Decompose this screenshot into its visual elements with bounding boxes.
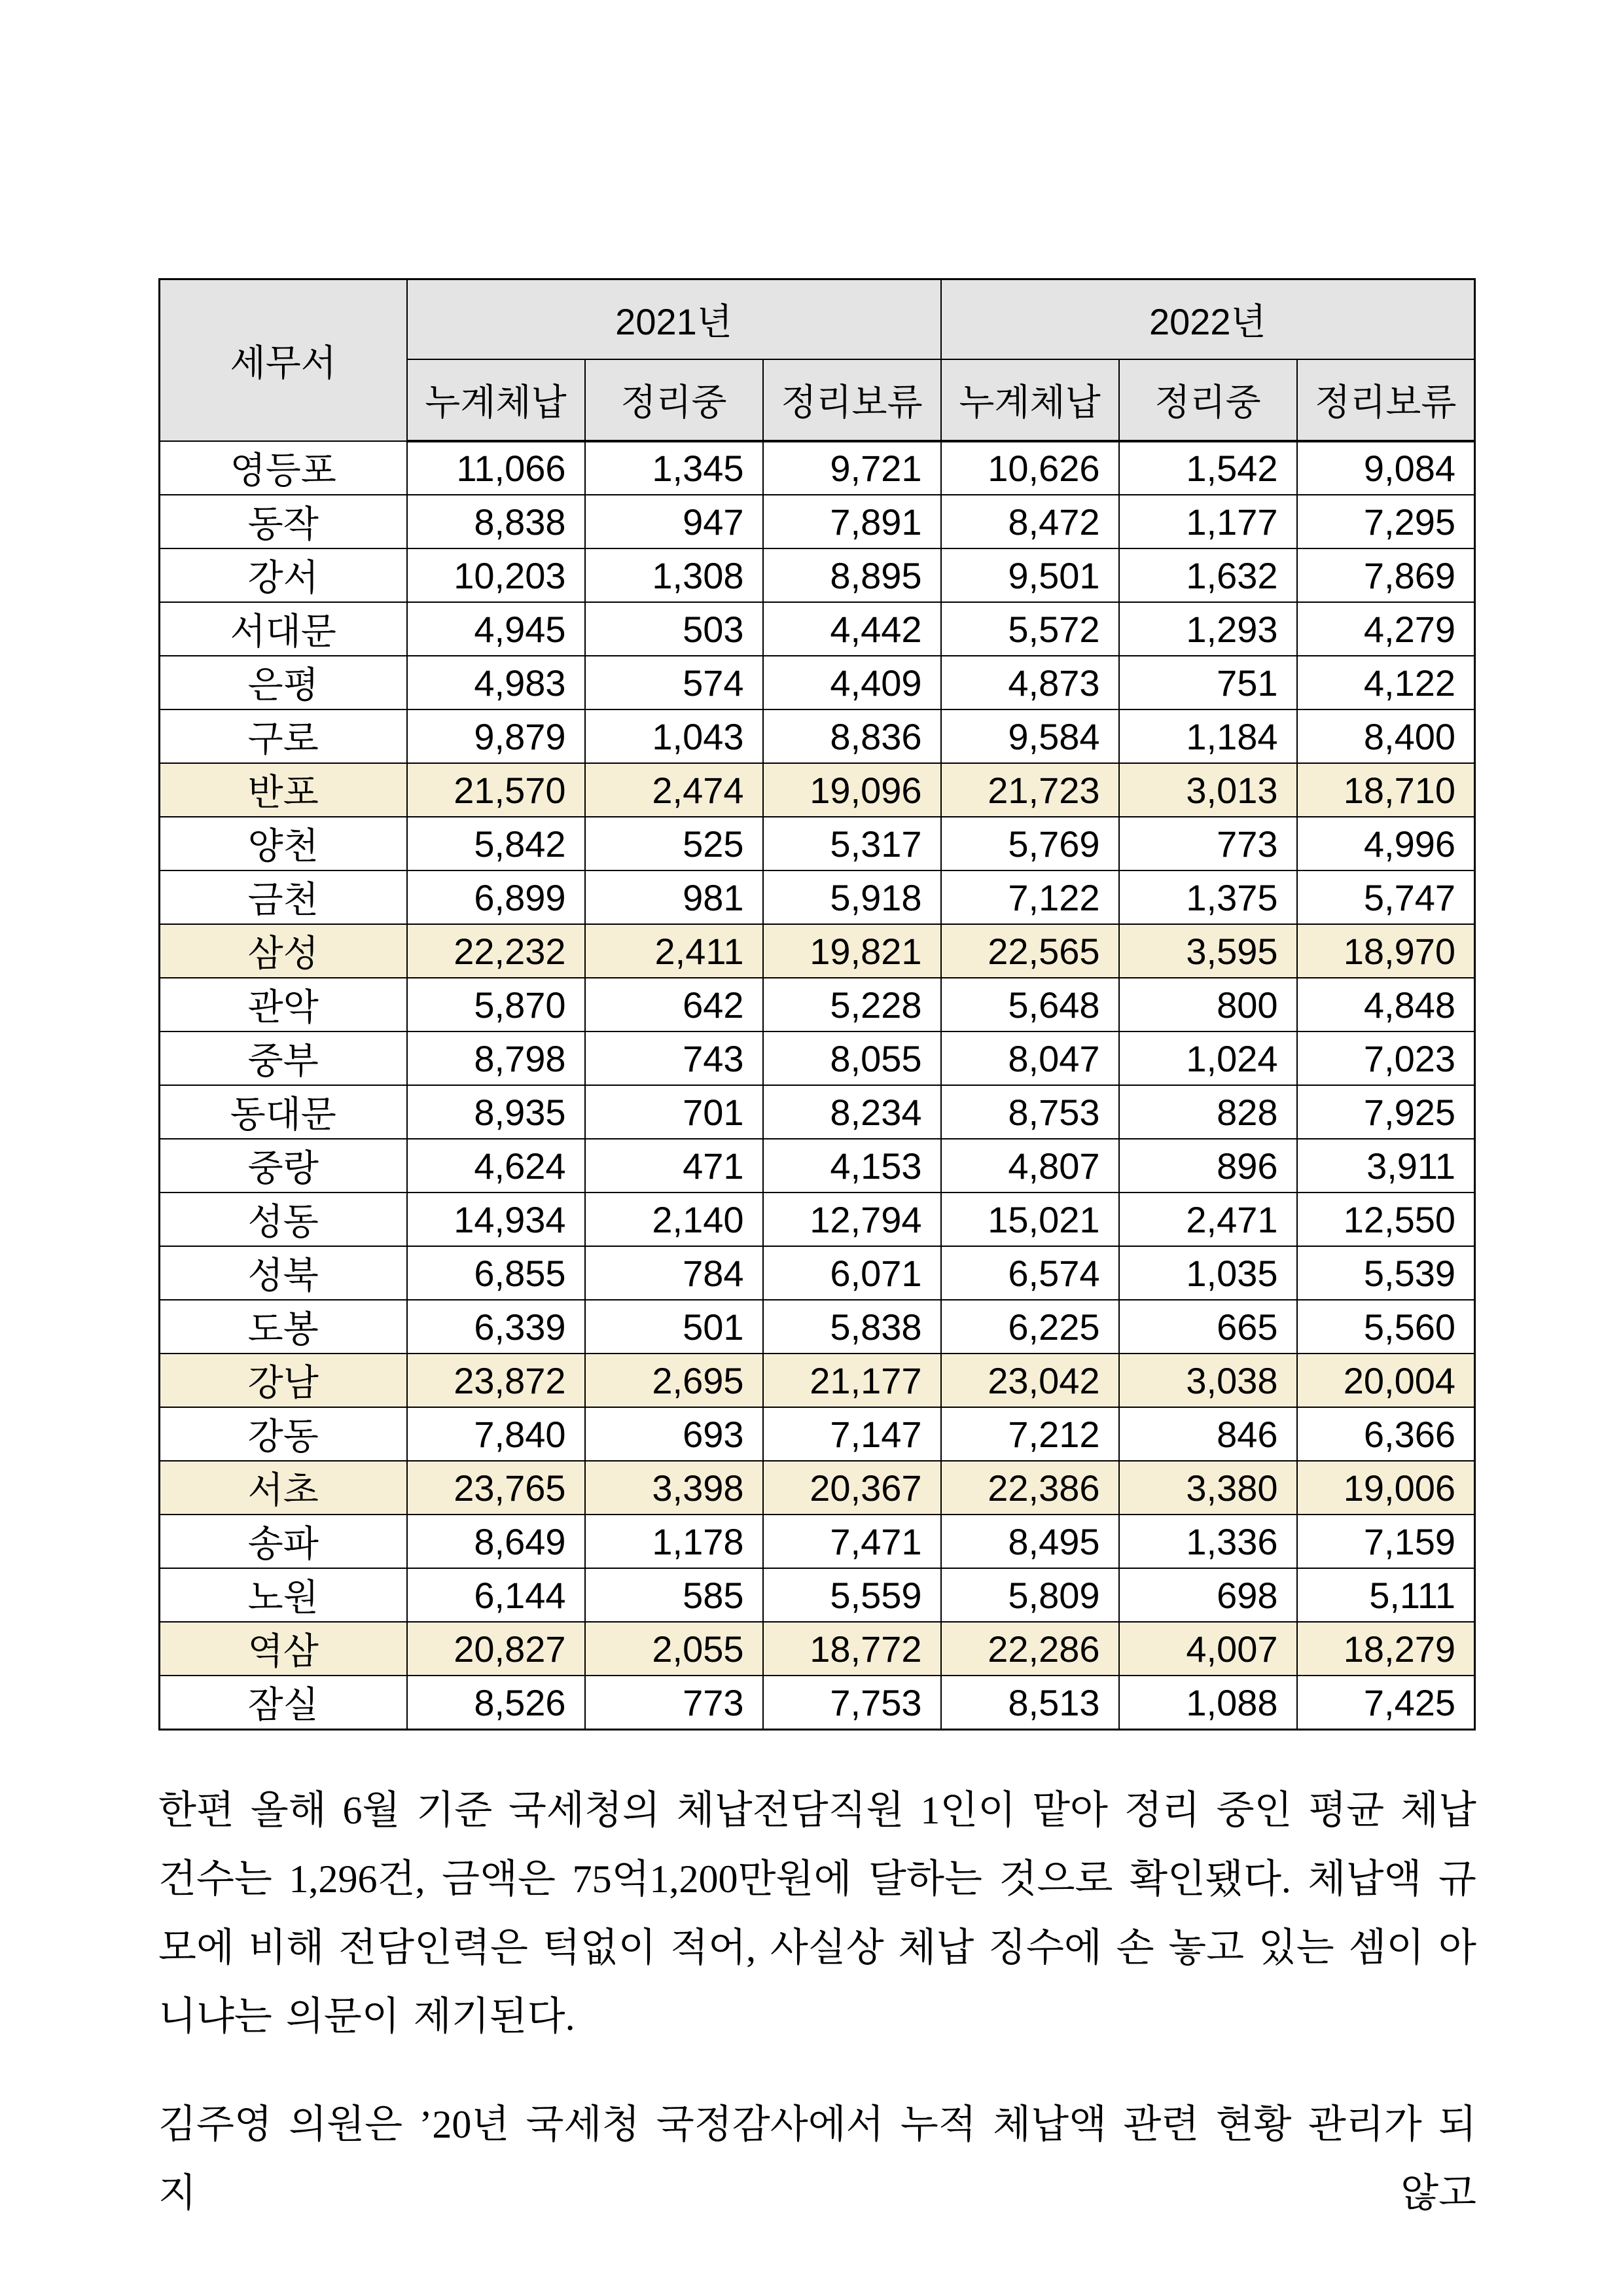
office-cell: 서초 bbox=[160, 1461, 407, 1515]
value-cell: 7,295 bbox=[1297, 495, 1475, 548]
col-header-cumulative-2022: 누계체납 bbox=[941, 359, 1119, 441]
office-cell: 강동 bbox=[160, 1407, 407, 1461]
value-cell: 800 bbox=[1119, 978, 1297, 1031]
value-cell: 8,513 bbox=[941, 1676, 1119, 1730]
value-cell: 14,934 bbox=[407, 1193, 585, 1246]
table-row bbox=[160, 1193, 1475, 1246]
value-cell: 22,386 bbox=[941, 1461, 1119, 1515]
value-cell: 751 bbox=[1119, 656, 1297, 709]
office-cell: 잠실 bbox=[160, 1676, 407, 1730]
table-row bbox=[160, 495, 1475, 548]
value-cell: 6,339 bbox=[407, 1300, 585, 1354]
value-cell: 20,367 bbox=[763, 1461, 941, 1515]
value-cell: 5,317 bbox=[763, 817, 941, 870]
value-cell: 18,710 bbox=[1297, 763, 1475, 817]
value-cell: 773 bbox=[1119, 817, 1297, 870]
body-paragraph-average-caseload: 한편 올해 6월 기준 국세청의 체납전담직원 1인이 맡아 정리 중인 평균 체납건수는 1,296건, 금액은 75억1,200만원에 달하는 것으로 확인됐다. 체납액 규모에 비해 전담인력은 턱없이 적어, 사실상 체납 징수에 손 놓고 있는 셈이 아니냐는 의문이 제기된다. bbox=[158, 1789, 1476, 2038]
value-cell: 1,178 bbox=[585, 1515, 763, 1568]
table-row bbox=[160, 441, 1475, 495]
value-cell: 18,970 bbox=[1297, 924, 1475, 978]
value-cell: 7,471 bbox=[763, 1515, 941, 1568]
value-cell: 7,891 bbox=[763, 495, 941, 548]
value-cell: 5,228 bbox=[763, 978, 941, 1031]
value-cell: 3,013 bbox=[1119, 763, 1297, 817]
value-cell: 8,753 bbox=[941, 1085, 1119, 1139]
value-cell: 5,870 bbox=[407, 978, 585, 1031]
office-cell: 반포 bbox=[160, 763, 407, 817]
office-cell: 관악 bbox=[160, 978, 407, 1031]
value-cell: 11,066 bbox=[407, 441, 585, 495]
value-cell: 693 bbox=[585, 1407, 763, 1461]
value-cell: 3,911 bbox=[1297, 1139, 1475, 1193]
value-cell: 5,559 bbox=[763, 1568, 941, 1622]
table-row bbox=[160, 1354, 1475, 1407]
value-cell: 6,855 bbox=[407, 1246, 585, 1300]
office-cell: 동작 bbox=[160, 495, 407, 548]
value-cell: 4,409 bbox=[763, 656, 941, 709]
value-cell: 9,721 bbox=[763, 441, 941, 495]
value-cell: 18,279 bbox=[1297, 1622, 1475, 1676]
value-cell: 8,895 bbox=[763, 548, 941, 602]
value-cell: 12,550 bbox=[1297, 1193, 1475, 1246]
value-cell: 8,055 bbox=[763, 1031, 941, 1085]
value-cell: 981 bbox=[585, 870, 763, 924]
office-cell: 성동 bbox=[160, 1193, 407, 1246]
value-cell: 7,425 bbox=[1297, 1676, 1475, 1730]
value-cell: 8,649 bbox=[407, 1515, 585, 1568]
value-cell: 5,769 bbox=[941, 817, 1119, 870]
value-cell: 8,472 bbox=[941, 495, 1119, 548]
value-cell: 1,024 bbox=[1119, 1031, 1297, 1085]
value-cell: 8,234 bbox=[763, 1085, 941, 1139]
col-header-inprogress-2022: 정리중 bbox=[1119, 359, 1297, 441]
value-cell: 6,574 bbox=[941, 1246, 1119, 1300]
value-cell: 1,293 bbox=[1119, 602, 1297, 656]
value-cell: 23,765 bbox=[407, 1461, 585, 1515]
office-cell: 중랑 bbox=[160, 1139, 407, 1193]
office-cell: 도봉 bbox=[160, 1300, 407, 1354]
table-row bbox=[160, 817, 1475, 870]
table-row bbox=[160, 978, 1475, 1031]
value-cell: 4,945 bbox=[407, 602, 585, 656]
office-cell: 구로 bbox=[160, 709, 407, 763]
value-cell: 1,043 bbox=[585, 709, 763, 763]
value-cell: 525 bbox=[585, 817, 763, 870]
office-cell: 강서 bbox=[160, 548, 407, 602]
value-cell: 19,821 bbox=[763, 924, 941, 978]
value-cell: 4,153 bbox=[763, 1139, 941, 1193]
value-cell: 743 bbox=[585, 1031, 763, 1085]
value-cell: 773 bbox=[585, 1676, 763, 1730]
value-cell: 503 bbox=[585, 602, 763, 656]
table-row bbox=[160, 709, 1475, 763]
tax-delinquency-table bbox=[158, 278, 1476, 1731]
value-cell: 8,836 bbox=[763, 709, 941, 763]
col-header-deferred-2021: 정리보류 bbox=[763, 359, 941, 441]
value-cell: 7,159 bbox=[1297, 1515, 1475, 1568]
value-cell: 5,747 bbox=[1297, 870, 1475, 924]
value-cell: 6,225 bbox=[941, 1300, 1119, 1354]
value-cell: 2,474 bbox=[585, 763, 763, 817]
table-row bbox=[160, 870, 1475, 924]
table-row bbox=[160, 1085, 1475, 1139]
value-cell: 18,772 bbox=[763, 1622, 941, 1676]
table-row bbox=[160, 548, 1475, 602]
col-header-year-2021: 2021년 bbox=[407, 279, 941, 360]
value-cell: 7,147 bbox=[763, 1407, 941, 1461]
office-cell: 노원 bbox=[160, 1568, 407, 1622]
office-cell: 서대문 bbox=[160, 602, 407, 656]
value-cell: 22,565 bbox=[941, 924, 1119, 978]
value-cell: 5,918 bbox=[763, 870, 941, 924]
value-cell: 3,380 bbox=[1119, 1461, 1297, 1515]
value-cell: 9,879 bbox=[407, 709, 585, 763]
value-cell: 3,038 bbox=[1119, 1354, 1297, 1407]
value-cell: 5,809 bbox=[941, 1568, 1119, 1622]
value-cell: 2,055 bbox=[585, 1622, 763, 1676]
office-cell: 양천 bbox=[160, 817, 407, 870]
office-cell: 중부 bbox=[160, 1031, 407, 1085]
value-cell: 22,232 bbox=[407, 924, 585, 978]
value-cell: 2,140 bbox=[585, 1193, 763, 1246]
value-cell: 585 bbox=[585, 1568, 763, 1622]
table-body bbox=[160, 441, 1475, 1730]
value-cell: 7,023 bbox=[1297, 1031, 1475, 1085]
office-cell: 영등포 bbox=[160, 441, 407, 495]
value-cell: 828 bbox=[1119, 1085, 1297, 1139]
value-cell: 1,542 bbox=[1119, 441, 1297, 495]
value-cell: 701 bbox=[585, 1085, 763, 1139]
value-cell: 20,004 bbox=[1297, 1354, 1475, 1407]
value-cell: 846 bbox=[1119, 1407, 1297, 1461]
value-cell: 1,632 bbox=[1119, 548, 1297, 602]
col-header-cumulative-2021: 누계체납 bbox=[407, 359, 585, 441]
table-row bbox=[160, 1031, 1475, 1085]
value-cell: 21,723 bbox=[941, 763, 1119, 817]
value-cell: 6,366 bbox=[1297, 1407, 1475, 1461]
value-cell: 7,753 bbox=[763, 1676, 941, 1730]
value-cell: 22,286 bbox=[941, 1622, 1119, 1676]
value-cell: 7,840 bbox=[407, 1407, 585, 1461]
value-cell: 1,375 bbox=[1119, 870, 1297, 924]
value-cell: 1,308 bbox=[585, 548, 763, 602]
table-row bbox=[160, 1461, 1475, 1515]
table-row bbox=[160, 1246, 1475, 1300]
col-header-office: 세무서 bbox=[160, 279, 407, 442]
table-row bbox=[160, 763, 1475, 817]
value-cell: 896 bbox=[1119, 1139, 1297, 1193]
value-cell: 2,695 bbox=[585, 1354, 763, 1407]
value-cell: 10,626 bbox=[941, 441, 1119, 495]
value-cell: 15,021 bbox=[941, 1193, 1119, 1246]
table-row bbox=[160, 1515, 1475, 1568]
office-cell: 은평 bbox=[160, 656, 407, 709]
value-cell: 12,794 bbox=[763, 1193, 941, 1246]
value-cell: 1,177 bbox=[1119, 495, 1297, 548]
value-cell: 698 bbox=[1119, 1568, 1297, 1622]
value-cell: 21,177 bbox=[763, 1354, 941, 1407]
value-cell: 574 bbox=[585, 656, 763, 709]
value-cell: 6,071 bbox=[763, 1246, 941, 1300]
value-cell: 4,807 bbox=[941, 1139, 1119, 1193]
table-row bbox=[160, 1568, 1475, 1622]
value-cell: 6,144 bbox=[407, 1568, 585, 1622]
value-cell: 501 bbox=[585, 1300, 763, 1354]
value-cell: 8,935 bbox=[407, 1085, 585, 1139]
value-cell: 4,122 bbox=[1297, 656, 1475, 709]
value-cell: 4,848 bbox=[1297, 978, 1475, 1031]
value-cell: 4,983 bbox=[407, 656, 585, 709]
value-cell: 9,584 bbox=[941, 709, 1119, 763]
value-cell: 5,560 bbox=[1297, 1300, 1475, 1354]
value-cell: 21,570 bbox=[407, 763, 585, 817]
value-cell: 7,122 bbox=[941, 870, 1119, 924]
value-cell: 4,007 bbox=[1119, 1622, 1297, 1676]
value-cell: 7,212 bbox=[941, 1407, 1119, 1461]
value-cell: 10,203 bbox=[407, 548, 585, 602]
value-cell: 2,411 bbox=[585, 924, 763, 978]
table-row bbox=[160, 924, 1475, 978]
value-cell: 642 bbox=[585, 978, 763, 1031]
value-cell: 5,539 bbox=[1297, 1246, 1475, 1300]
office-cell: 성북 bbox=[160, 1246, 407, 1300]
table-row bbox=[160, 1676, 1475, 1730]
table-header-row-years bbox=[160, 279, 1475, 360]
value-cell: 20,827 bbox=[407, 1622, 585, 1676]
value-cell: 8,526 bbox=[407, 1676, 585, 1730]
value-cell: 9,501 bbox=[941, 548, 1119, 602]
office-cell: 금천 bbox=[160, 870, 407, 924]
value-cell: 5,111 bbox=[1297, 1568, 1475, 1622]
value-cell: 665 bbox=[1119, 1300, 1297, 1354]
value-cell: 4,624 bbox=[407, 1139, 585, 1193]
value-cell: 1,336 bbox=[1119, 1515, 1297, 1568]
value-cell: 4,279 bbox=[1297, 602, 1475, 656]
table-row bbox=[160, 656, 1475, 709]
table-row bbox=[160, 1622, 1475, 1676]
col-header-year-2022: 2022년 bbox=[941, 279, 1475, 360]
value-cell: 3,595 bbox=[1119, 924, 1297, 978]
value-cell: 4,996 bbox=[1297, 817, 1475, 870]
value-cell: 1,088 bbox=[1119, 1676, 1297, 1730]
value-cell: 5,648 bbox=[941, 978, 1119, 1031]
table-row bbox=[160, 1407, 1475, 1461]
table-header bbox=[160, 279, 1475, 442]
value-cell: 19,006 bbox=[1297, 1461, 1475, 1515]
table-row bbox=[160, 1300, 1475, 1354]
value-cell: 23,042 bbox=[941, 1354, 1119, 1407]
value-cell: 9,084 bbox=[1297, 441, 1475, 495]
value-cell: 947 bbox=[585, 495, 763, 548]
value-cell: 7,925 bbox=[1297, 1085, 1475, 1139]
value-cell: 3,398 bbox=[585, 1461, 763, 1515]
value-cell: 7,869 bbox=[1297, 548, 1475, 602]
value-cell: 4,873 bbox=[941, 656, 1119, 709]
value-cell: 2,471 bbox=[1119, 1193, 1297, 1246]
col-header-inprogress-2021: 정리중 bbox=[585, 359, 763, 441]
office-cell: 삼성 bbox=[160, 924, 407, 978]
office-cell: 역삼 bbox=[160, 1622, 407, 1676]
table-row bbox=[160, 602, 1475, 656]
value-cell: 8,798 bbox=[407, 1031, 585, 1085]
col-header-deferred-2022: 정리보류 bbox=[1297, 359, 1475, 441]
value-cell: 8,838 bbox=[407, 495, 585, 548]
body-paragraph-kim-juyoung: 김주영 의원은 ’20년 국세청 국정감사에서 누적 체납액 관련 현황 관리가 되지 않고 bbox=[158, 2103, 1476, 2215]
office-cell: 강남 bbox=[160, 1354, 407, 1407]
value-cell: 8,495 bbox=[941, 1515, 1119, 1568]
value-cell: 1,184 bbox=[1119, 709, 1297, 763]
value-cell: 471 bbox=[585, 1139, 763, 1193]
value-cell: 1,345 bbox=[585, 441, 763, 495]
value-cell: 5,572 bbox=[941, 602, 1119, 656]
value-cell: 19,096 bbox=[763, 763, 941, 817]
value-cell: 784 bbox=[585, 1246, 763, 1300]
office-cell: 송파 bbox=[160, 1515, 407, 1568]
office-cell: 동대문 bbox=[160, 1085, 407, 1139]
value-cell: 8,047 bbox=[941, 1031, 1119, 1085]
value-cell: 6,899 bbox=[407, 870, 585, 924]
value-cell: 1,035 bbox=[1119, 1246, 1297, 1300]
table-row bbox=[160, 1139, 1475, 1193]
value-cell: 23,872 bbox=[407, 1354, 585, 1407]
value-cell: 4,442 bbox=[763, 602, 941, 656]
value-cell: 8,400 bbox=[1297, 709, 1475, 763]
value-cell: 5,838 bbox=[763, 1300, 941, 1354]
value-cell: 5,842 bbox=[407, 817, 585, 870]
